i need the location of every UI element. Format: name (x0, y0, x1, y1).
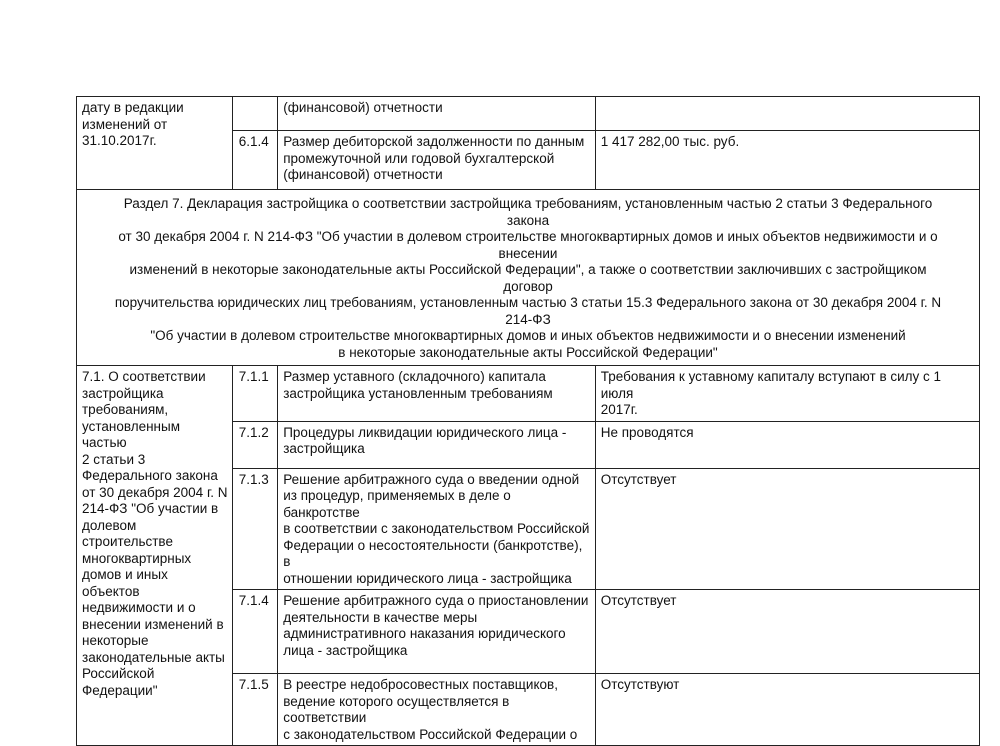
row-value-cell (595, 674, 979, 746)
row-number-cell (232, 590, 278, 674)
row-value-cell (595, 468, 979, 590)
table-row (77, 366, 980, 422)
row-number: 7.1.1 (238, 369, 269, 384)
row-description: Процедуры ликвидации юридического лица - застройщика (283, 424, 567, 456)
row-number: 7.1.2 (238, 424, 269, 440)
row-number: 7.1.5 (238, 677, 269, 692)
row-number: 6.1.4 (238, 134, 269, 149)
row-number-cell (232, 468, 278, 590)
row-number-cell (232, 131, 278, 190)
row-value-cell (595, 590, 979, 674)
row-description-cell (278, 366, 596, 422)
edition-date-label: дату в редакции изменений от 31.10.2017г. (82, 100, 184, 148)
section-header-cell (77, 190, 980, 366)
row-number-cell (232, 421, 278, 468)
row-number-cell (232, 97, 278, 131)
table-row (77, 97, 980, 131)
row-description-cell (278, 421, 596, 468)
row-number: 7.1.4 (238, 593, 269, 608)
row-description: Решение арбитражного суда о введении одной из процедур, применяемых в деле о банкротстве в соответствии с законодательством Российской Федерации о несостоятельности (банкротстве), в отношении юридического лица - застройщика (283, 471, 590, 586)
row-value-cell (595, 97, 979, 131)
row-value-cell (595, 421, 979, 468)
row-description-cell (278, 97, 596, 131)
section-7-heading: Раздел 7. Декларация застройщика о соответствии застройщика требованиям, установленным частью 2 статьи 3 Федерального закона от 30 декабря 2004 г. N 214-ФЗ "Об участии в долевом строительстве многоквартирных домов и иных объектов недвижимости и о внесении изменений в некоторые законодательные акты Российской Федерации", а также о соответствии заключивших с застройщиком договор поручительства юридических лиц требованиям, установленным частью 3 статьи 15.3 Федерального закона от 30 декабря 2004 г. N 214-ФЗ "Об участии в долевом строительстве многоквартирных домов и иных объектов недвижимости и о внесении изменений в некоторые законодательные акты Российской Федерации" (114, 196, 942, 360)
row-value: Отсутствует (600, 593, 677, 608)
row-description: Размер дебиторской задолженности по данным промежуточной или годовой бухгалтерской (финансовой) отчетности (283, 134, 585, 182)
row-value-cell (595, 366, 979, 422)
row-value: Отсутствует (600, 471, 677, 487)
row-description-cell (278, 131, 596, 190)
group-7-1-label: 7.1. О соответствии застройщика требованиям, установленным частью 2 статьи 3 Федерального закона от 30 декабря 2004 г. N 214-ФЗ "Об участии в долевом строительстве многоквартирных домов и иных объектов недвижимости и о внесении изменений в некоторые законодательные акты Российской Федерации" (82, 369, 228, 698)
row-value: Требования к уставному капиталу вступают в силу с 1 июля 2017г. (600, 369, 942, 417)
row-value-cell (595, 131, 979, 190)
row-description-cell (278, 590, 596, 674)
row-value: 1 417 282,00 тыс. руб. (600, 134, 740, 149)
row-value: Не проводятся (600, 424, 694, 440)
row-description-cell (278, 674, 596, 746)
declaration-table (76, 96, 980, 746)
row-number-cell (232, 366, 278, 422)
row-description: В реестре недобросовестных поставщиков, ведение которого осуществляется в соответствии с законодательством Российской Федерации о (283, 677, 578, 742)
row-description: Размер уставного (складочного) капитала застройщика установленным требованиям (283, 369, 553, 401)
row-description-cell (278, 468, 596, 590)
row-description: Решение арбитражного суда о приостановлении деятельности в качестве меры административного наказания юридического лица - застройщика (283, 593, 589, 658)
row-description: (финансовой) отчетности (283, 100, 443, 115)
group-7-1-label-cell (77, 366, 233, 746)
row-number-cell (232, 674, 278, 746)
row-number: 7.1.3 (238, 471, 269, 487)
row-value: Отсутствуют (600, 677, 680, 692)
edition-date-label-cell (77, 97, 233, 190)
section-header-row (77, 190, 980, 366)
